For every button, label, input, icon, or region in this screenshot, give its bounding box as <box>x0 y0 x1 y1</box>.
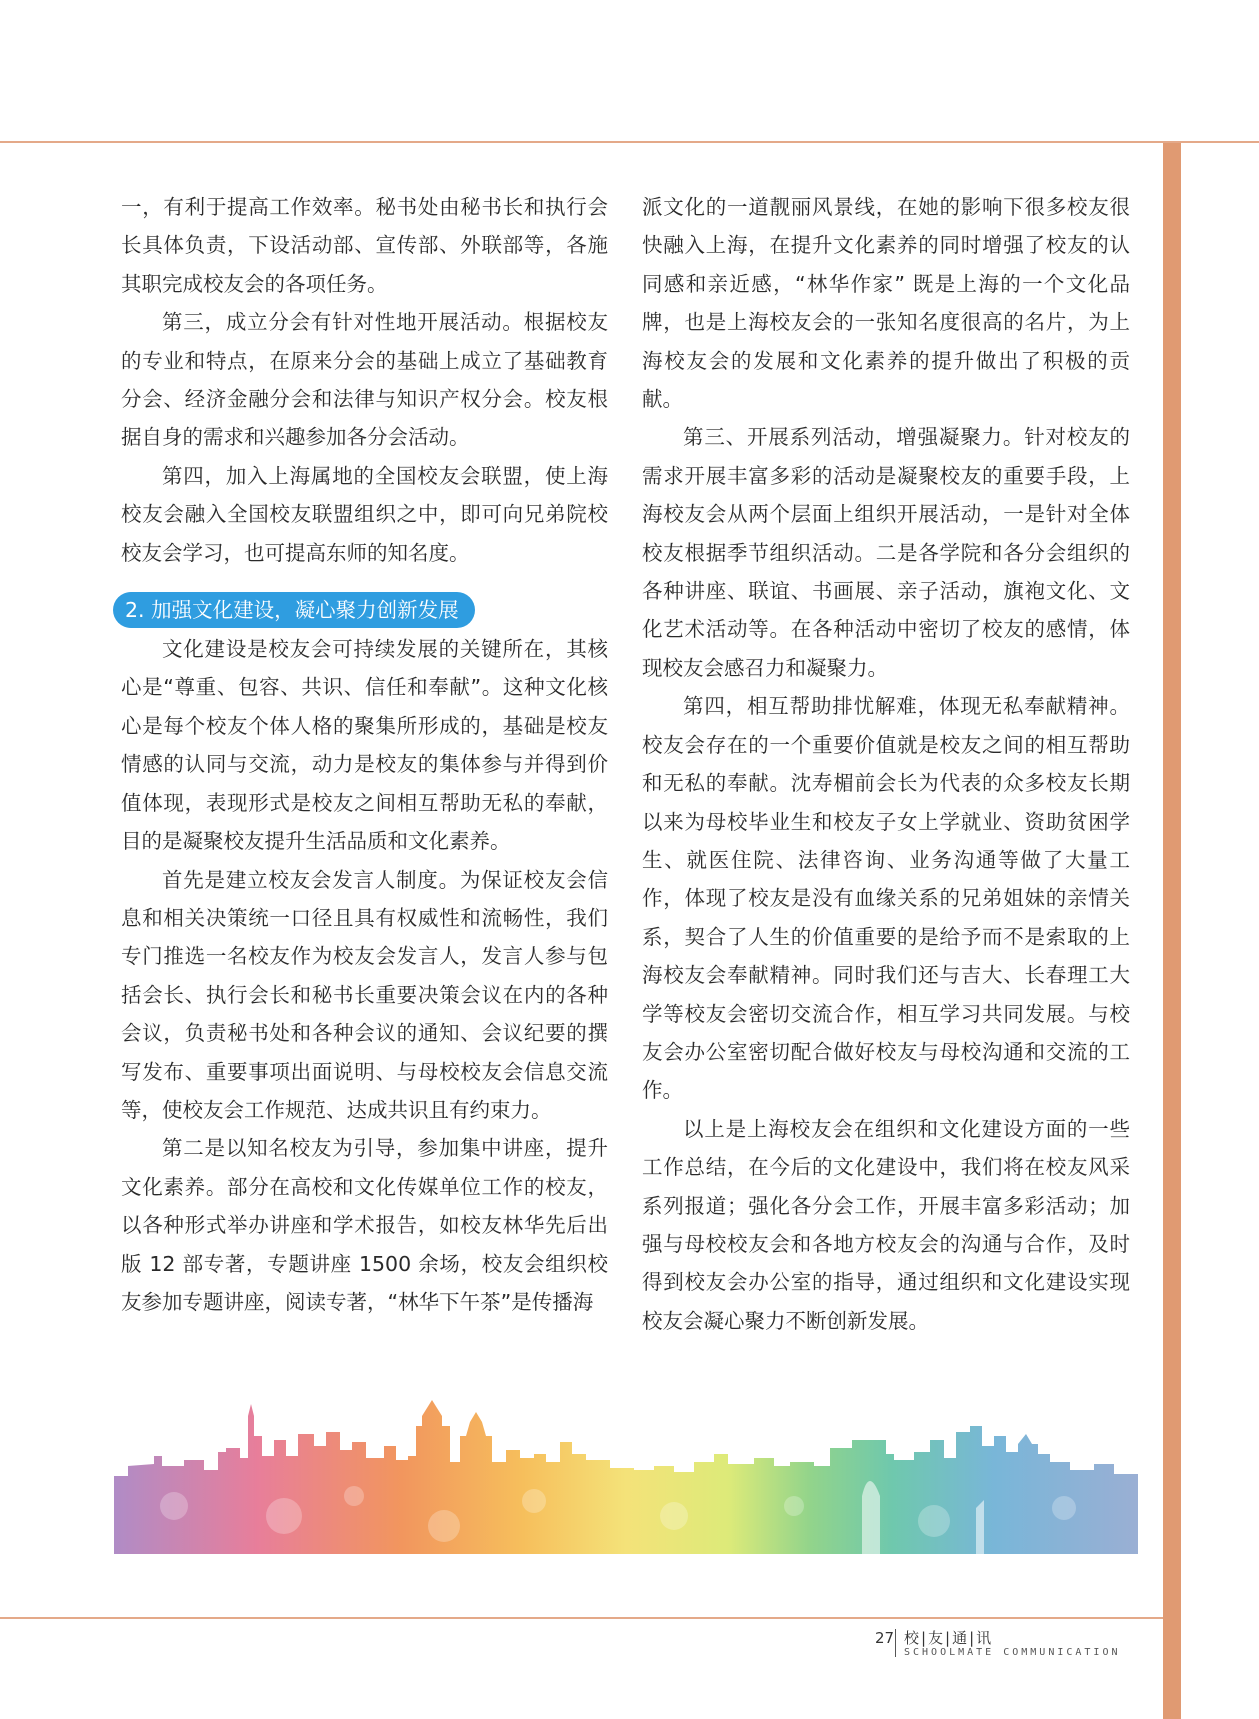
paragraph: 第三、开展系列活动，增强凝聚力。针对校友的需求开展丰富多彩的活动是凝聚校友的重要手段，上海校友会从两个层面上组织开展活动，一是针对全体校友根据季节组织活动。二是各学院和各分会组织的各种讲座、联谊、书画展、亲子活动，旗袍文化、文化艺术活动等。在各种活动中密切了校友的感情，体现校友会感召力和凝聚力。 <box>642 425 1130 680</box>
magazine-title: 校|友|通|讯 <box>904 1629 994 1647</box>
top-divider <box>0 141 1259 143</box>
paragraph: 第四，加入上海属地的全国校友会联盟，使上海校友会融入全国校友联盟组织之中，即可向兄弟院校校友会学习，也可提高东师的知名度。 <box>121 463 608 565</box>
section-heading <box>113 590 608 630</box>
footer-divider <box>895 1629 896 1657</box>
paragraph: 文化建设是校友会可持续发展的关键所在，其核心是“尊重、包容、共识、信任和奉献”。这种文化核心是每个校友个体人格的聚集所形成的，基础是校友情感的认同与交流，动力是校友的集体参与并得到价值体现，表现形式是校友之间相互帮助无私的奉献，目的是凝聚校友提升生活品质和文化素养。 <box>121 637 608 854</box>
bottom-divider <box>0 1617 1163 1619</box>
paragraph: 一，有利于提高工作效率。秘书处由秘书长和执行会长具体负责，下设活动部、宣传部、外联部等，各施其职完成校友会的各项任务。 <box>121 195 608 296</box>
right-column <box>642 188 1130 1340</box>
paragraph: 派文化的一道靓丽风景线，在她的影响下很多校友很快融入上海，在提升文化素养的同时增强了校友的认同感和亲近感，“林华作家” 既是上海的一个文化品牌，也是上海校友会的一张知名度很高的名片，为上海校友会的发展和文化素养的提升做出了积极的贡献。 <box>642 195 1130 412</box>
section-heading-label: 2. 加强文化建设，凝心聚力创新发展 <box>113 592 475 628</box>
paragraph: 第三，成立分会有针对性地开展活动。根据校友的专业和特点，在原来分会的基础上成立了基础教育分会、经济金融分会和法律与知识产权分会。校友根据自身的需求和兴趣参加各分会活动。 <box>121 310 608 450</box>
paragraph: 首先是建立校友会发言人制度。为保证校友会信息和相关决策统一口径且具有权威性和流畅性，我们专门推选一名校友作为校友会发言人，发言人参与包括会长、执行会长和秘书长重要决策会议在内的各种会议，负责秘书处和各种会议的通知、会议纪要的撰写发布、重要事项出面说明、与母校校友会信息交流等，使校友会工作规范、达成共识且有约束力。 <box>121 867 608 1122</box>
paragraph: 第四，相互帮助排忧解难，体现无私奉献精神。校友会存在的一个重要价值就是校友之间的相互帮助和无私的奉献。沈寿楣前会长为代表的众多校友长期以来为母校毕业生和校友子女上学就业、资助贫困学生、就医住院、法律咨询、业务沟通等做了大量工作，体现了校友是没有血缘关系的兄弟姐妹的亲情关系，契合了人生的价值重要的是给予而不是索取的上海校友会奉献精神。同时我们还与吉大、长春理工大学等校友会密切交流合作，相互学习共同发展。与校友会办公室密切配合做好校友与母校沟通和交流的工作。 <box>642 694 1130 1103</box>
left-column <box>121 188 608 1321</box>
city-skyline-illustration <box>114 1396 1138 1554</box>
page-number: 27 <box>875 1629 895 1647</box>
paragraph: 第二是以知名校友为引导，参加集中讲座，提升文化素养。部分在高校和文化传媒单位工作的校友，以各种形式举办讲座和学术报告，如校友林华先后出版 12 部专著，专题讲座 1500 余场，校友会组织校友参加专题讲座，阅读专著，“林华下午茶”是传播海 <box>121 1136 608 1314</box>
side-accent-bar <box>1163 143 1181 1719</box>
magazine-title-en: SCHOOLMATE COMMUNICATION <box>904 1647 1121 1658</box>
paragraph: 以上是上海校友会在组织和文化建设方面的一些工作总结，在今后的文化建设中，我们将在校友风采系列报道；强化各分会工作，开展丰富多彩活动；加强与母校校友会和各地方校友会的沟通与合作，及时得到校友会办公室的指导，通过组织和文化建设实现校友会凝心聚力不断创新发展。 <box>642 1116 1130 1333</box>
